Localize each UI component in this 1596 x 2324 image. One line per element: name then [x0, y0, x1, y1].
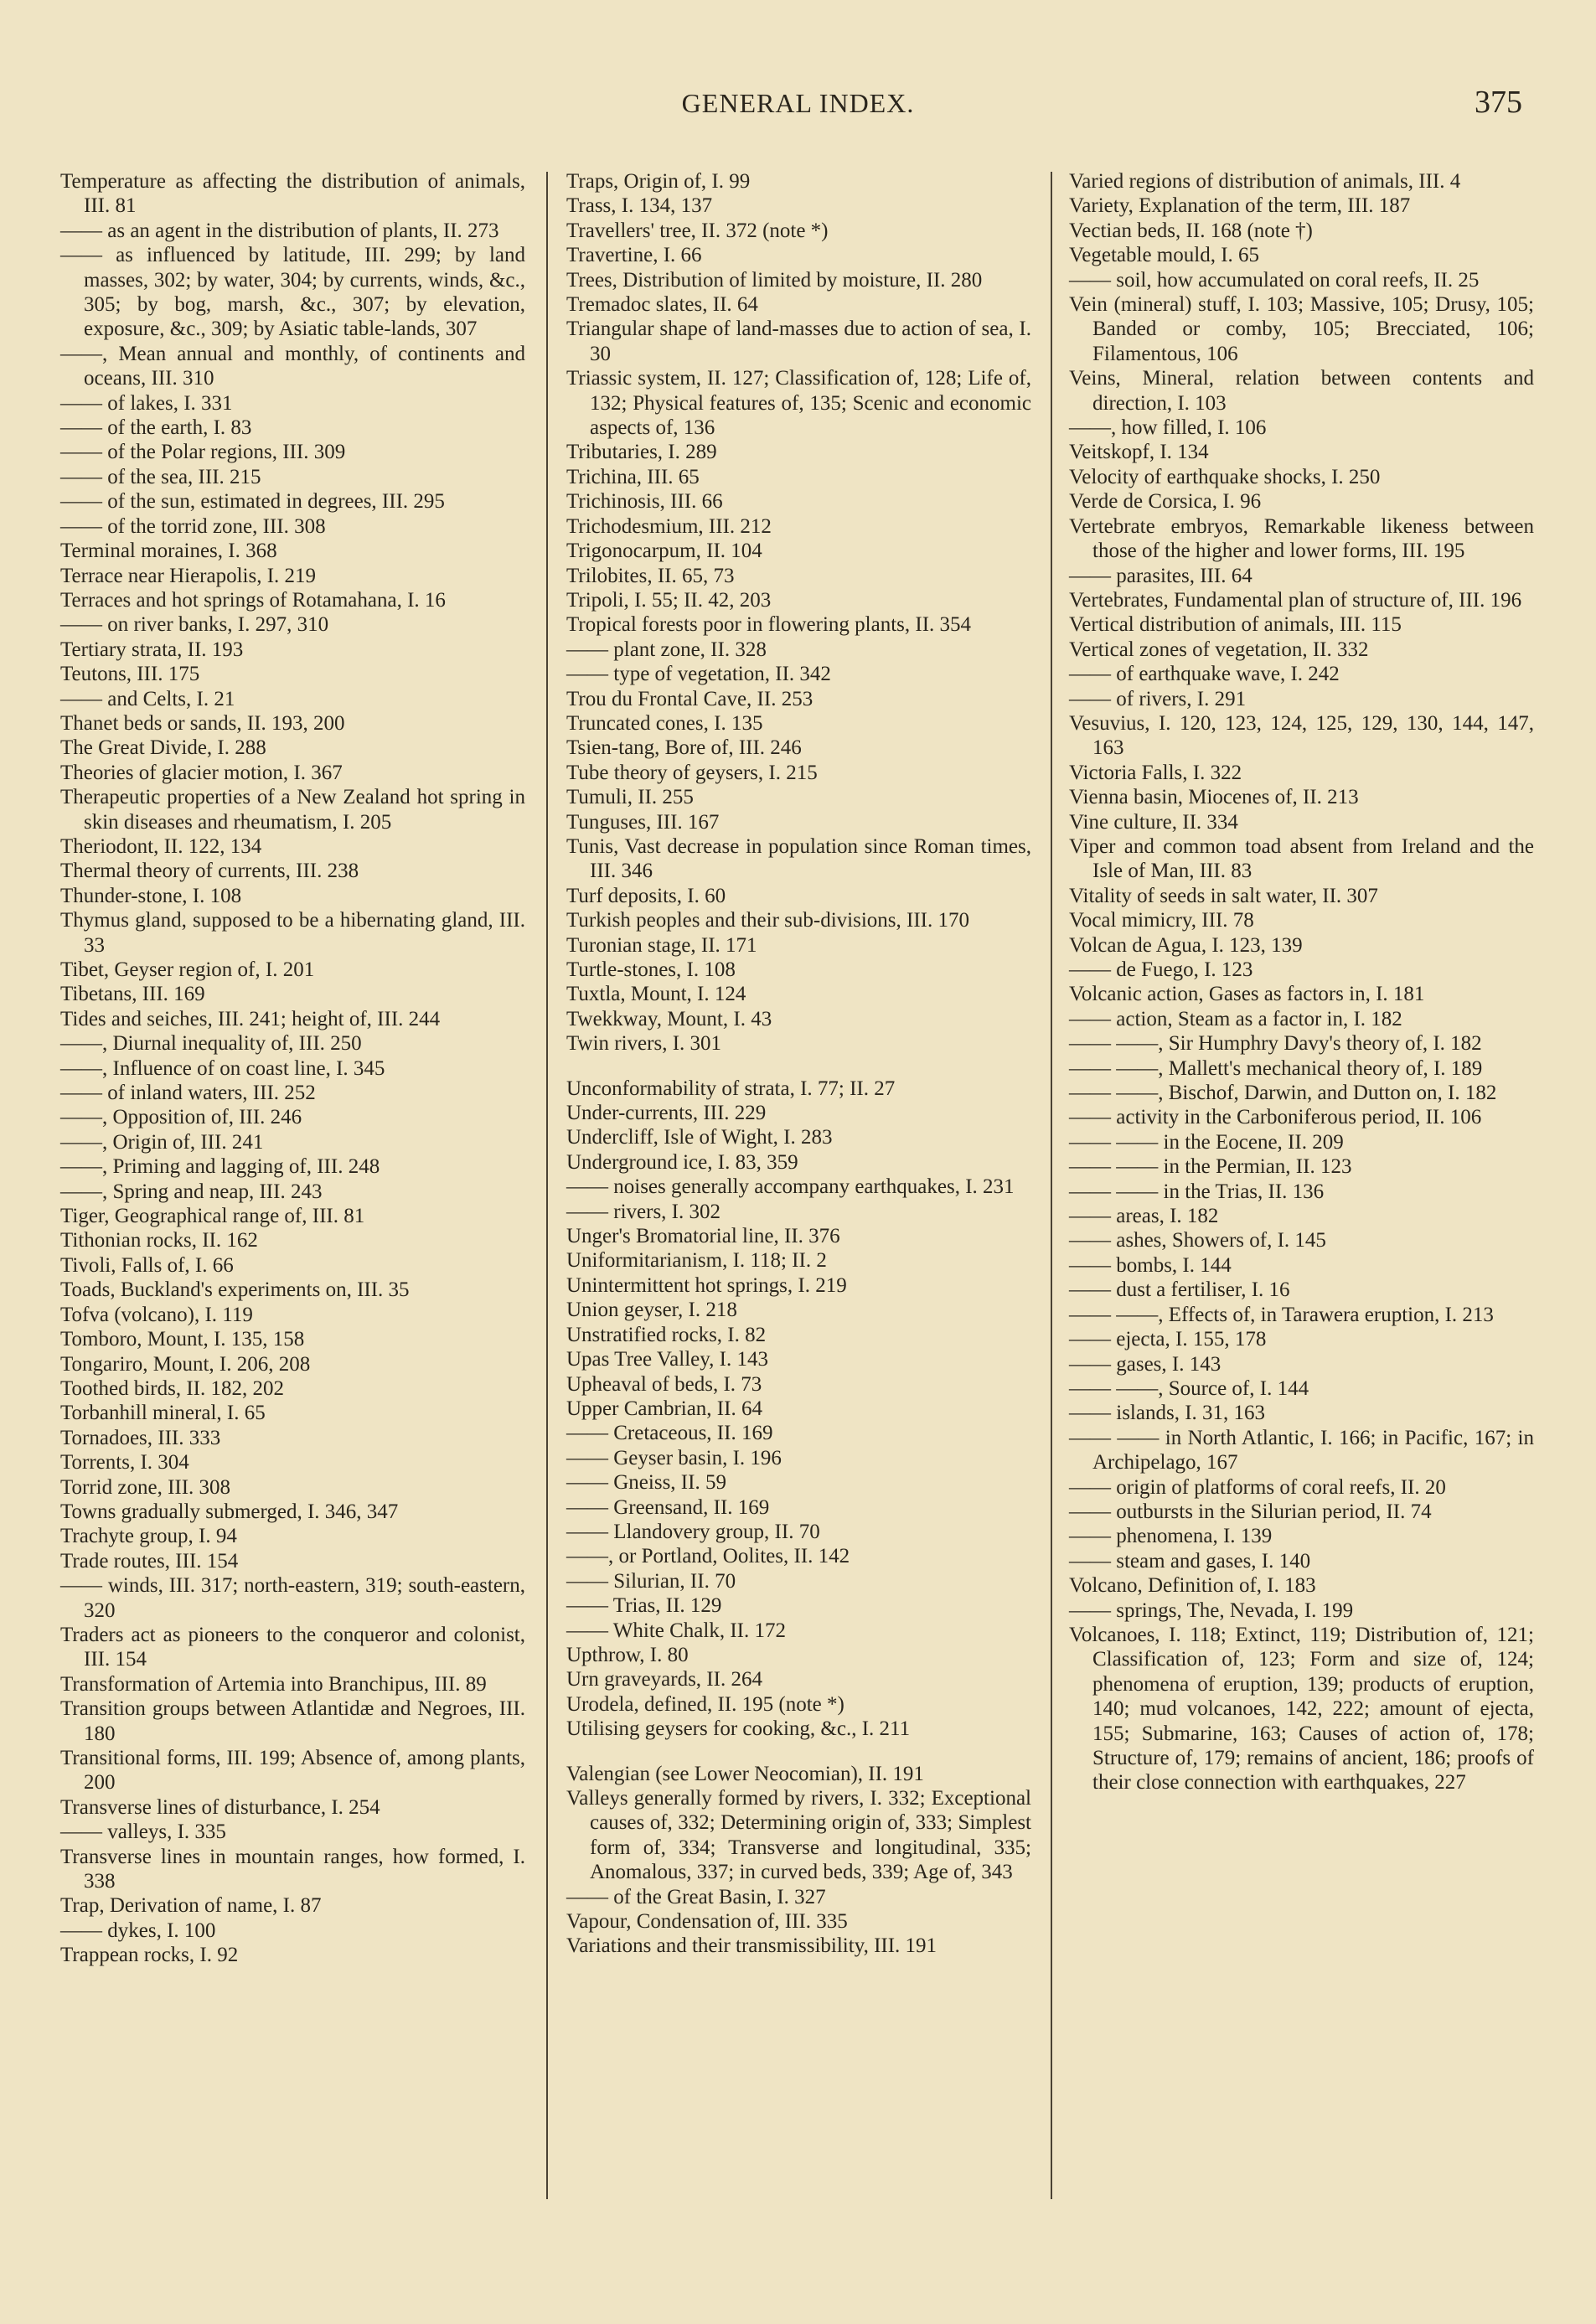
running-head: GENERAL INDEX.: [681, 88, 915, 118]
index-entry: —— as an agent in the distribution of plants, II. 273: [60, 219, 499, 242]
index-entry: Thymus gland, supposed to be a hibernating gland, III. 33: [60, 909, 525, 957]
index-entry: —— ejecta, I. 155, 178: [1069, 1328, 1267, 1351]
index-entry: —— de Fuego, I. 123: [1069, 958, 1253, 981]
index-entry: Unstratified rocks, I. 82: [566, 1323, 767, 1346]
index-entry: Tongariro, Mount, I. 206, 208: [60, 1352, 311, 1376]
index-entry: Velocity of earthquake shocks, I. 250: [1069, 465, 1381, 488]
index-entry: Variations and their transmissibility, III. 191: [566, 1934, 937, 1958]
index-entry: —— of the earth, I. 83: [60, 416, 252, 440]
index-entry: Transverse lines in mountain ranges, how formed, I. 338: [60, 1845, 525, 1893]
index-entry: Thanet beds or sands, II. 193, 200: [60, 711, 345, 735]
index-entry: Trees, Distribution of limited by moisture, II. 280: [566, 268, 983, 292]
index-entry: Valengian (see Lower Neocomian), II. 191: [566, 1762, 924, 1785]
index-entry: Upthrow, I. 80: [566, 1643, 689, 1666]
index-entry: —— —— in the Permian, II. 123: [1069, 1155, 1352, 1179]
index-entry: —— plant zone, II. 328: [566, 638, 767, 661]
index-entry: Transformation of Artemia into Branchipus, III. 89: [60, 1672, 487, 1696]
index-entry: Vegetable mould, I. 65: [1069, 244, 1260, 267]
index-entry: ——, how filled, I. 106: [1069, 416, 1267, 440]
index-entry: Underground ice, I. 83, 359: [566, 1150, 798, 1174]
index-entry: —— origin of platforms of coral reefs, II. 20: [1069, 1475, 1446, 1499]
index-entry: —— ——, Source of, I. 144: [1069, 1376, 1309, 1400]
index-entry: Travellers' tree, II. 372 (note *): [566, 219, 829, 242]
index-entry: Turf deposits, I. 60: [566, 884, 726, 907]
index-entry: Terminal moraines, I. 368: [60, 540, 277, 563]
index-entry: Unger's Bromatorial line, II. 376: [566, 1225, 840, 1248]
column-rule: [1051, 172, 1052, 2199]
index-entry: —— islands, I. 31, 163: [1069, 1402, 1266, 1425]
index-entry: —— parasites, III. 64: [1069, 564, 1253, 587]
index-entry: Turonian stage, II. 171: [566, 933, 757, 957]
index-entry: —— action, Steam as a factor in, I. 182: [1069, 1007, 1402, 1030]
index-entry: ——, Priming and lagging of, III. 248: [60, 1155, 380, 1179]
index-entry: Vertical distribution of animals, III. 115: [1069, 613, 1402, 637]
index-entry: Trilobites, II. 65, 73: [566, 564, 735, 587]
index-entry: Vienna basin, Miocenes of, II. 213: [1069, 786, 1359, 809]
index-entry: —— ——, Bischof, Darwin, and Dutton on, I. 182: [1069, 1082, 1497, 1105]
index-entry: Volcan de Agua, I. 123, 139: [1069, 933, 1303, 957]
index-entry: Vocal mimicry, III. 78: [1069, 909, 1254, 932]
index-entry: —— of rivers, I. 291: [1069, 687, 1247, 710]
index-entry: —— of the torrid zone, III. 308: [60, 514, 326, 538]
index-entry: Tributaries, I. 289: [566, 441, 717, 464]
index-entry: —— dust a fertiliser, I. 16: [1069, 1278, 1290, 1302]
index-entry: Tunis, Vast decrease in population since Roman times, III. 346: [566, 834, 1031, 883]
index-entry: Tumuli, II. 255: [566, 786, 694, 809]
index-entry: —— winds, III. 317; north-eastern, 319; south-eastern, 320: [60, 1574, 525, 1622]
index-entry: Trappean rocks, I. 92: [60, 1944, 239, 1967]
index-entry: Tsien-tang, Bore of, III. 246: [566, 736, 802, 760]
section-gap: [566, 1056, 1031, 1077]
index-entry: ——, Influence of on coast line, I. 345: [60, 1056, 385, 1080]
index-entry: Towns gradually submerged, I. 346, 347: [60, 1500, 399, 1523]
index-entry: —— steam and gases, I. 140: [1069, 1549, 1311, 1573]
index-entry: —— Silurian, II. 70: [566, 1569, 736, 1593]
index-entry: —— of the Great Basin, I. 327: [566, 1885, 826, 1908]
index-entry: —— ——, Sir Humphry Davy's theory of, I. 182: [1069, 1032, 1482, 1056]
index-entry: —— ——, Mallett's mechanical theory of, I. 189: [1069, 1056, 1483, 1080]
index-entry: Turtle-stones, I. 108: [566, 958, 736, 981]
index-entry: Trigonocarpum, II. 104: [566, 540, 762, 563]
index-entry: Upas Tree Valley, I. 143: [566, 1348, 768, 1371]
index-entry: Vitality of seeds in salt water, II. 307: [1069, 884, 1378, 907]
index-entry: Trap, Derivation of name, I. 87: [60, 1894, 322, 1918]
index-entry: Torbanhill mineral, I. 65: [60, 1402, 266, 1425]
index-entry: ——, Mean annual and monthly, of continents and oceans, III. 310: [60, 342, 525, 390]
index-entry: Vertical zones of vegetation, II. 332: [1069, 638, 1369, 661]
index-entry: Upheaval of beds, I. 73: [566, 1372, 762, 1396]
index-entry: Urodela, defined, II. 195 (note *): [566, 1692, 844, 1716]
page-number: 375: [1475, 85, 1522, 120]
index-entry: ——, Spring and neap, III. 243: [60, 1180, 323, 1203]
index-entry: —— of inland waters, III. 252: [60, 1082, 316, 1105]
index-entry: Vertebrate embryos, Remarkable likeness between those of the higher and lower forms, III. 195: [1069, 514, 1534, 563]
index-entry: Tornadoes, III. 333: [60, 1426, 221, 1449]
index-entry: Triangular shape of land-masses due to action of sea, I. 30: [566, 318, 1031, 365]
index-entry: —— of the sea, III. 215: [60, 465, 261, 488]
index-entry: Triassic system, II. 127; Classification of, 128; Life of, 132; Physical features of, 135; Scenic and economic aspects of, 136: [566, 367, 1031, 440]
index-entry: Transverse lines of disturbance, I. 254: [60, 1795, 380, 1819]
index-entry: Volcanic action, Gases as factors in, I. 181: [1069, 983, 1425, 1006]
index-entry: ——, Diurnal inequality of, III. 250: [60, 1032, 362, 1056]
index-entry: Tropical forests poor in flowering plants, II. 354: [566, 613, 972, 637]
index-entry: —— soil, how accumulated on coral reefs, II. 25: [1069, 268, 1480, 292]
index-entry: —— —— in North Atlantic, I. 166; in Pacific, 167; in Archipelago, 167: [1069, 1426, 1534, 1474]
section-gap: [566, 1742, 1031, 1762]
index-entry: Thunder-stone, I. 108: [60, 884, 242, 907]
index-entry: Twin rivers, I. 301: [566, 1032, 722, 1056]
index-entry: Tuxtla, Mount, I. 124: [566, 983, 746, 1006]
index-entry: Vesuvius, I. 120, 123, 124, 125, 129, 130, 144, 147, 163: [1069, 711, 1534, 760]
index-entry: —— of the sun, estimated in degrees, III. 295: [60, 490, 445, 514]
index-entry: —— bombs, I. 144: [1069, 1253, 1232, 1277]
index-entry: Utilising geysers for cooking, &c., I. 211: [566, 1717, 911, 1741]
index-entry: —— of the Polar regions, III. 309: [60, 441, 346, 464]
index-entry: —— Greensand, II. 169: [566, 1495, 770, 1519]
index-entry: Volcano, Definition of, I. 183: [1069, 1574, 1316, 1598]
index-entry: Upper Cambrian, II. 64: [566, 1397, 762, 1420]
index-entry: Veins, Mineral, relation between contents and direction, I. 103: [1069, 367, 1534, 415]
index-entry: Tithonian rocks, II. 162: [60, 1229, 258, 1252]
index-entry: Trichodesmium, III. 212: [566, 514, 772, 538]
index-entry: Trou du Frontal Cave, II. 253: [566, 687, 813, 710]
index-entry: Varied regions of distribution of animals, III. 4: [1069, 170, 1461, 193]
index-entry: Toads, Buckland's experiments on, III. 35: [60, 1278, 410, 1302]
index-entry: Volcanoes, I. 118; Extinct, 119; Distribution of, 121; Classification of, 123; Form and size of, 124; phenomena of eruption, 139; products of eruption, 140; mud volcanoes, 142, 222; amount of ejecta, 155; Submarine, 163; Causes of action of, 178; Structure of, 179; remains of ancient, 186; proofs of their close connection with earthquakes, 227: [1069, 1623, 1534, 1795]
column-rule: [546, 172, 548, 2199]
index-entry: Valleys generally formed by rivers, I. 332; Exceptional causes of, 332; Determining origin of, 333; Simplest form of, 334; Transverse and longitudinal, 335; Anomalous, 337; in curved beds, 339; Age of, 343: [566, 1787, 1031, 1884]
index-entry: —— Gneiss, II. 59: [566, 1471, 726, 1495]
index-entry: Traps, Origin of, I. 99: [566, 170, 751, 193]
index-entry: Theriodont, II. 122, 134: [60, 834, 262, 858]
index-entry: —— Trias, II. 129: [566, 1594, 722, 1618]
index-entry: —— areas, I. 182: [1069, 1205, 1219, 1228]
index-entry: Torrid zone, III. 308: [60, 1475, 231, 1499]
index-entry: Torrents, I. 304: [60, 1451, 189, 1474]
index-column-2: [566, 169, 1031, 1959]
index-entry: Urn graveyards, II. 264: [566, 1668, 762, 1691]
index-entry: Tertiary strata, II. 193: [60, 638, 244, 661]
index-entry: Tibet, Geyser region of, I. 201: [60, 958, 315, 981]
index-entry: Travertine, I. 66: [566, 244, 702, 267]
index-entry: Turkish peoples and their sub-divisions, III. 170: [566, 909, 969, 932]
index-entry: Tibetans, III. 169: [60, 983, 205, 1006]
index-entry: —— ashes, Showers of, I. 145: [1069, 1229, 1326, 1252]
index-entry: Uniformitarianism, I. 118; II. 2: [566, 1249, 827, 1273]
index-entry: Verde de Corsica, I. 96: [1069, 490, 1262, 514]
index-entry: —— on river banks, I. 297, 310: [60, 613, 329, 637]
index-entry: Transition groups between Atlantidæ and Negroes, III. 180: [60, 1697, 525, 1745]
index-entry: —— Geyser basin, I. 196: [566, 1446, 782, 1469]
index-entry: Vein (mineral) stuff, I. 103; Massive, 105; Drusy, 105; Banded or comby, 105; Brecciated, 106; Filamentous, 106: [1069, 293, 1534, 365]
index-entry: —— —— in the Eocene, II. 209: [1069, 1130, 1344, 1154]
index-entry: The Great Divide, I. 288: [60, 736, 266, 760]
index-entry: Theories of glacier motion, I. 367: [60, 761, 343, 784]
index-entry: —— valleys, I. 335: [60, 1820, 226, 1844]
index-entry: Under-currents, III. 229: [566, 1102, 767, 1125]
index-entry: Union geyser, I. 218: [566, 1299, 737, 1322]
index-entry: ——, Origin of, III. 241: [60, 1130, 264, 1154]
index-entry: Tremadoc slates, II. 64: [566, 293, 758, 317]
index-entry: Tripoli, I. 55; II. 42, 203: [566, 588, 772, 612]
index-entry: Thermal theory of currents, III. 238: [60, 860, 359, 883]
index-entry: —— Cretaceous, II. 169: [566, 1422, 773, 1445]
index-entry: —— ——, Effects of, in Tarawera eruption, I. 213: [1069, 1303, 1494, 1326]
index-entry: Temperature as affecting the distribution of animals, III. 81: [60, 170, 525, 218]
index-entry: Trichina, III. 65: [566, 465, 700, 488]
index-entry: ——, or Portland, Oolites, II. 142: [566, 1545, 850, 1568]
index-entry: —— gases, I. 143: [1069, 1352, 1222, 1376]
index-entry: —— Llandovery group, II. 70: [566, 1520, 820, 1543]
index-entry: Tomboro, Mount, I. 135, 158: [60, 1328, 305, 1351]
index-entry: Trachyte group, I. 94: [60, 1525, 237, 1548]
index-column-3: [1069, 169, 1534, 1795]
index-entry: Tides and seiches, III. 241; height of, III. 244: [60, 1007, 441, 1030]
index-entry: —— White Chalk, II. 172: [566, 1619, 786, 1642]
index-entry: Vertebrates, Fundamental plan of structure of, III. 196: [1069, 588, 1522, 612]
index-entry: Terrace near Hierapolis, I. 219: [60, 564, 317, 587]
index-entry: Teutons, III. 175: [60, 663, 200, 686]
index-entry: Viper and common toad absent from Ireland and the Isle of Man, III. 83: [1069, 834, 1534, 883]
index-entry: Tofva (volcano), I. 119: [60, 1303, 253, 1326]
index-entry: —— activity in the Carboniferous period, II. 106: [1069, 1106, 1482, 1129]
index-entry: Trass, I. 134, 137: [566, 194, 713, 218]
index-entry: —— of earthquake wave, I. 242: [1069, 663, 1340, 686]
index-entry: ——, Opposition of, III. 246: [60, 1106, 302, 1129]
index-entry: Tiger, Geographical range of, III. 81: [60, 1205, 365, 1228]
index-entry: —— phenomena, I. 139: [1069, 1525, 1273, 1548]
index-entry: Toothed birds, II. 182, 202: [60, 1376, 284, 1400]
index-entry: —— outbursts in the Silurian period, II. 74: [1069, 1500, 1432, 1523]
index-entry: Traders act as pioneers to the conqueror and colonist, III. 154: [60, 1623, 525, 1671]
index-entry: Unconformability of strata, I. 77; II. 27: [566, 1077, 896, 1100]
index-entry: —— springs, The, Nevada, I. 199: [1069, 1598, 1354, 1622]
index-entry: Vapour, Condensation of, III. 335: [566, 1910, 848, 1934]
index-column-1: [60, 169, 525, 1968]
index-entry: —— type of vegetation, II. 342: [566, 663, 831, 686]
index-entry: Vine culture, II. 334: [1069, 810, 1238, 834]
index-entry: Therapeutic properties of a New Zealand hot spring in skin diseases and rheumatism, I. 205: [60, 786, 525, 834]
index-entry: —— dykes, I. 100: [60, 1919, 216, 1942]
index-entry: Victoria Falls, I. 322: [1069, 761, 1242, 784]
index-entry: Variety, Explanation of the term, III. 187: [1069, 194, 1411, 218]
index-entry: —— rivers, I. 302: [566, 1200, 721, 1223]
index-entry: Truncated cones, I. 135: [566, 711, 763, 735]
index-entry: Undercliff, Isle of Wight, I. 283: [566, 1126, 833, 1149]
index-entry: Transitional forms, III. 199; Absence of, among plants, 200: [60, 1747, 525, 1795]
index-entry: —— noises generally accompany earthquakes, I. 231: [566, 1175, 1015, 1199]
index-entry: —— and Celts, I. 21: [60, 687, 235, 710]
index-entry: Tunguses, III. 167: [566, 810, 720, 834]
index-entry: Unintermittent hot springs, I. 219: [566, 1273, 847, 1297]
index-entry: Trichinosis, III. 66: [566, 490, 723, 514]
index-entry: Twekkway, Mount, I. 43: [566, 1007, 772, 1030]
index-entry: Tube theory of geysers, I. 215: [566, 761, 818, 784]
index-entry: Veitskopf, I. 134: [1069, 441, 1209, 464]
index-entry: Vectian beds, II. 168 (note †): [1069, 219, 1313, 242]
index-entry: —— of lakes, I. 331: [60, 391, 233, 415]
index-entry: Terraces and hot springs of Rotamahana, I. 16: [60, 588, 446, 612]
index-entry: Trade routes, III. 154: [60, 1549, 239, 1573]
index-entry: —— as influenced by latitude, III. 299; by land masses, 302; by water, 304; by currents, winds, &c., 305; by bog, marsh, &c., 307; by elevation, exposure, &c., 309; by Asiatic table-lands, 307: [60, 244, 525, 341]
index-entry: —— —— in the Trias, II. 136: [1069, 1180, 1325, 1203]
index-entry: Tivoli, Falls of, I. 66: [60, 1253, 234, 1277]
